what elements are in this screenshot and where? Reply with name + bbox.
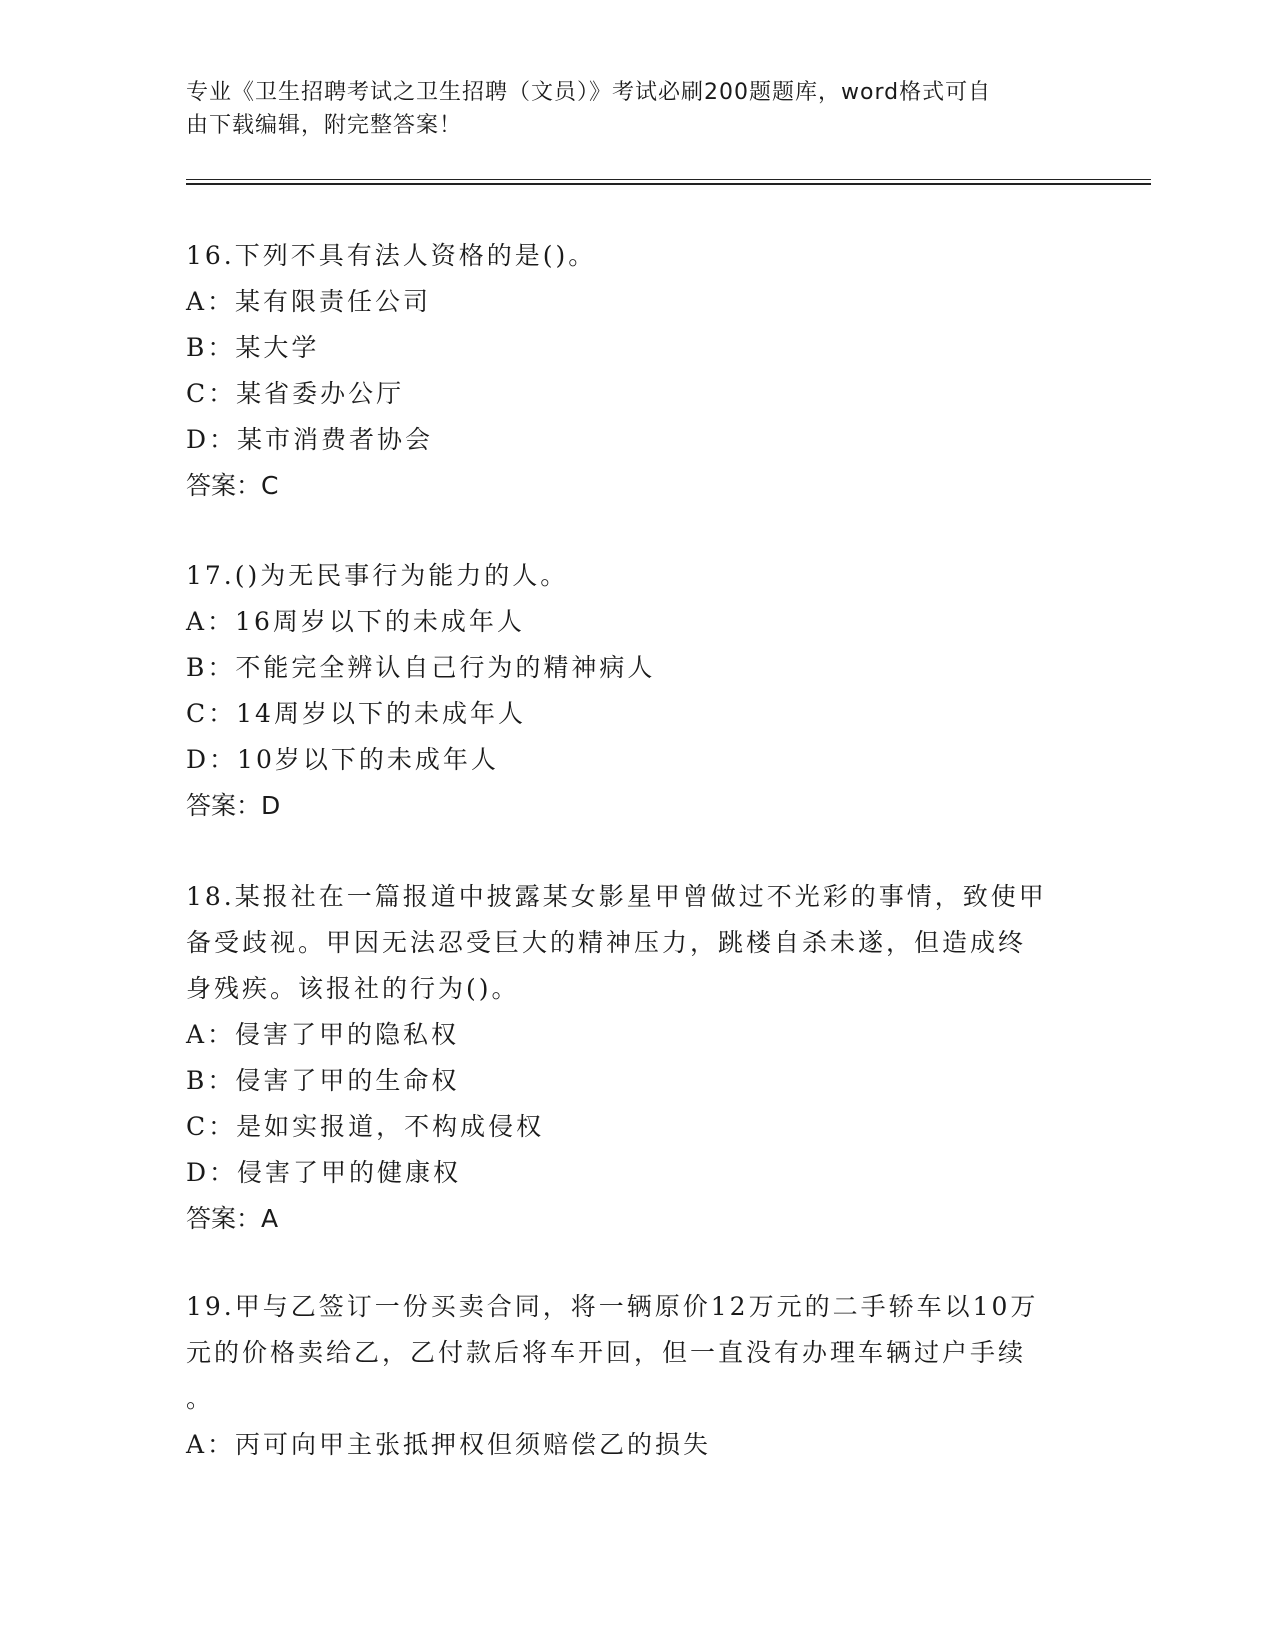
question-17	[186, 553, 1086, 829]
option-b: B：某大学	[186, 333, 320, 362]
header-line: 由下载编辑，附完整答案！	[186, 113, 463, 138]
option-a: A：某有限责任公司	[186, 287, 432, 316]
option-a: A：16周岁以下的未成年人	[186, 607, 525, 636]
question-stem: 元的价格卖给乙，乙付款后将车开回，但一直没有办理车辆过户手续	[186, 1338, 1027, 1367]
answer-label: 答案：C	[186, 471, 279, 500]
option-c: C：是如实报道，不构成侵权	[186, 1112, 545, 1141]
question-stem: 19.甲与乙签订一份买卖合同，将一辆原价12万元的二手轿车以10万	[186, 1292, 1039, 1321]
header-divider	[186, 183, 1151, 185]
question-stem: 备受歧视。甲因无法忍受巨大的精神压力，跳楼自杀未遂，但造成终	[186, 928, 1027, 957]
header-divider	[186, 179, 1151, 180]
question-19	[186, 1284, 1086, 1468]
document-header	[186, 76, 1066, 142]
option-a: A：侵害了甲的隐私权	[186, 1020, 460, 1049]
answer-label: 答案：D	[186, 791, 281, 820]
option-c: C：某省委办公厅	[186, 379, 405, 408]
question-stem: 18.某报社在一篇报道中披露某女影星甲曾做过不光彩的事情，致使甲	[186, 882, 1047, 911]
answer-label: 答案：A	[186, 1204, 279, 1233]
option-c: C：14周岁以下的未成年人	[186, 699, 526, 728]
header-line: 专业《卫生招聘考试之卫生招聘（文员）》考试必刷200题题库，word格式可自	[186, 80, 992, 105]
question-16	[186, 233, 1086, 509]
option-b: B：侵害了甲的生命权	[186, 1066, 460, 1095]
question-stem: 。	[186, 1384, 215, 1413]
question-stem: 身残疾。该报社的行为()。	[186, 974, 520, 1003]
option-a: A：丙可向甲主张抵押权但须赔偿乙的损失	[186, 1430, 712, 1459]
question-stem: 16.下列不具有法人资格的是()。	[186, 241, 597, 270]
option-d: D：10岁以下的未成年人	[186, 745, 499, 774]
option-d: D：某市消费者协会	[186, 425, 434, 454]
option-d: D：侵害了甲的健康权	[186, 1158, 462, 1187]
option-b: B：不能完全辨认自己行为的精神病人	[186, 653, 656, 682]
question-stem: 17.()为无民事行为能力的人。	[186, 561, 569, 590]
question-18	[186, 874, 1086, 1242]
